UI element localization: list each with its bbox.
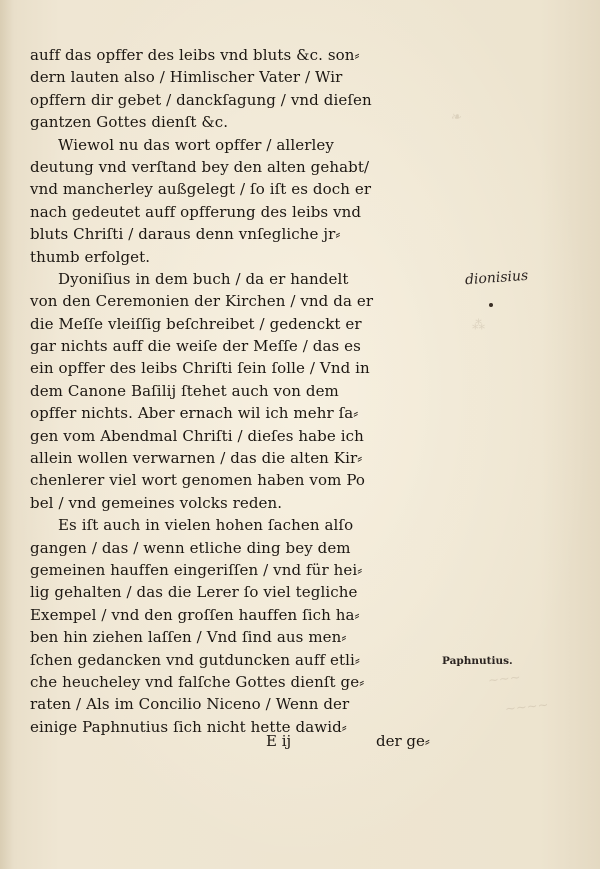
text-line: ſchen gedancken vnd gutduncken auff etli⸗	[30, 650, 360, 669]
text-line: gantzen Gottes dienſt &c.	[30, 113, 229, 132]
text-line: von den Ceremonien der Kirchen / vnd da er	[30, 292, 374, 311]
text-line: deutung vnd verſtand bey den alten gehabt/	[30, 157, 370, 176]
text-line: nach gedeutet auff opfferung des leibs vnd	[30, 202, 362, 221]
catchword: der ge⸗	[376, 732, 430, 750]
text-line: allein wollen verwarnen / das die alten Kir⸗	[30, 449, 363, 468]
body-text	[30, 44, 435, 738]
text-line: lig gehalten / das die Lerer ſo viel tegliche	[30, 583, 358, 602]
text-line: gar nichts auff die weiſe der Meſſe / das es	[30, 337, 361, 356]
text-line: opffer nichts. Aber ernach wil ich mehr ſa⸗	[30, 404, 359, 423]
text-line: che heucheley vnd falſche Gottes dienſt ge⸗	[30, 672, 365, 691]
text-line: vnd mancherley außgelegt / ſo iſt es doch er	[30, 180, 372, 199]
text-line: gemeinen hauffen eingeriſſen / vnd für hei⸗	[30, 560, 363, 579]
text-line: Dyoniſius in dem buch / da er handelt	[58, 269, 349, 288]
text-line: auff das opffer des leibs vnd bluts &c. son⸗	[30, 46, 360, 64]
text-line: bluts Chriſti / daraus denn vnſegliche jr⸗	[30, 225, 341, 244]
text-line: die Meſſe vleiſſig beſchreibet / gedenckt er	[30, 314, 362, 333]
text-line: thumb erfolget.	[30, 247, 151, 266]
text-line: chenlerer viel wort genomen haben vom Po	[30, 471, 366, 490]
show-through-text: ⁂	[472, 318, 485, 333]
text-line: Es iſt auch in vielen hohen ſachen alſo	[58, 516, 354, 535]
text-line: einige Paphnutius ſich nicht hette dawid⸗	[30, 717, 347, 736]
text-line: Wiewol nu das wort opffer / allerley	[58, 135, 334, 154]
text-line: bel / vnd gemeines volcks reden.	[30, 493, 283, 512]
signature-mark: E ij	[266, 732, 292, 750]
text-line: opffern dir gebet / danckſagung / vnd dieſen	[30, 90, 372, 109]
margin-note-dionysius: dionisius	[464, 267, 529, 289]
text-line: raten / Als im Concilio Niceno / Wenn der	[30, 695, 350, 714]
ink-dot	[489, 303, 493, 307]
show-through-text: ❧	[450, 110, 461, 125]
text-line: dern lauten also / Himlischer Vater / Wir	[30, 68, 343, 87]
text-line: dem Canone Baſilij ſtehet auch von dem	[30, 381, 339, 400]
text-line: Exempel / vnd den groſſen hauffen ſich ha⸗	[30, 605, 360, 624]
text-line: ein opffer des leibs Chriſti ſein ſolle / Vnd in	[30, 359, 370, 378]
text-line: gen vom Abendmal Chriſti / dieſes habe ich	[30, 426, 364, 445]
text-line: gangen / das / wenn etliche ding bey dem	[30, 538, 351, 557]
text-line: ben hin ziehen laſſen / Vnd ſind aus men⸗	[30, 628, 347, 647]
margin-note-paphnutius: Paphnutius.	[442, 655, 513, 667]
show-through-text: ~~~	[487, 670, 522, 689]
show-through-text: ~~~~	[504, 697, 550, 718]
